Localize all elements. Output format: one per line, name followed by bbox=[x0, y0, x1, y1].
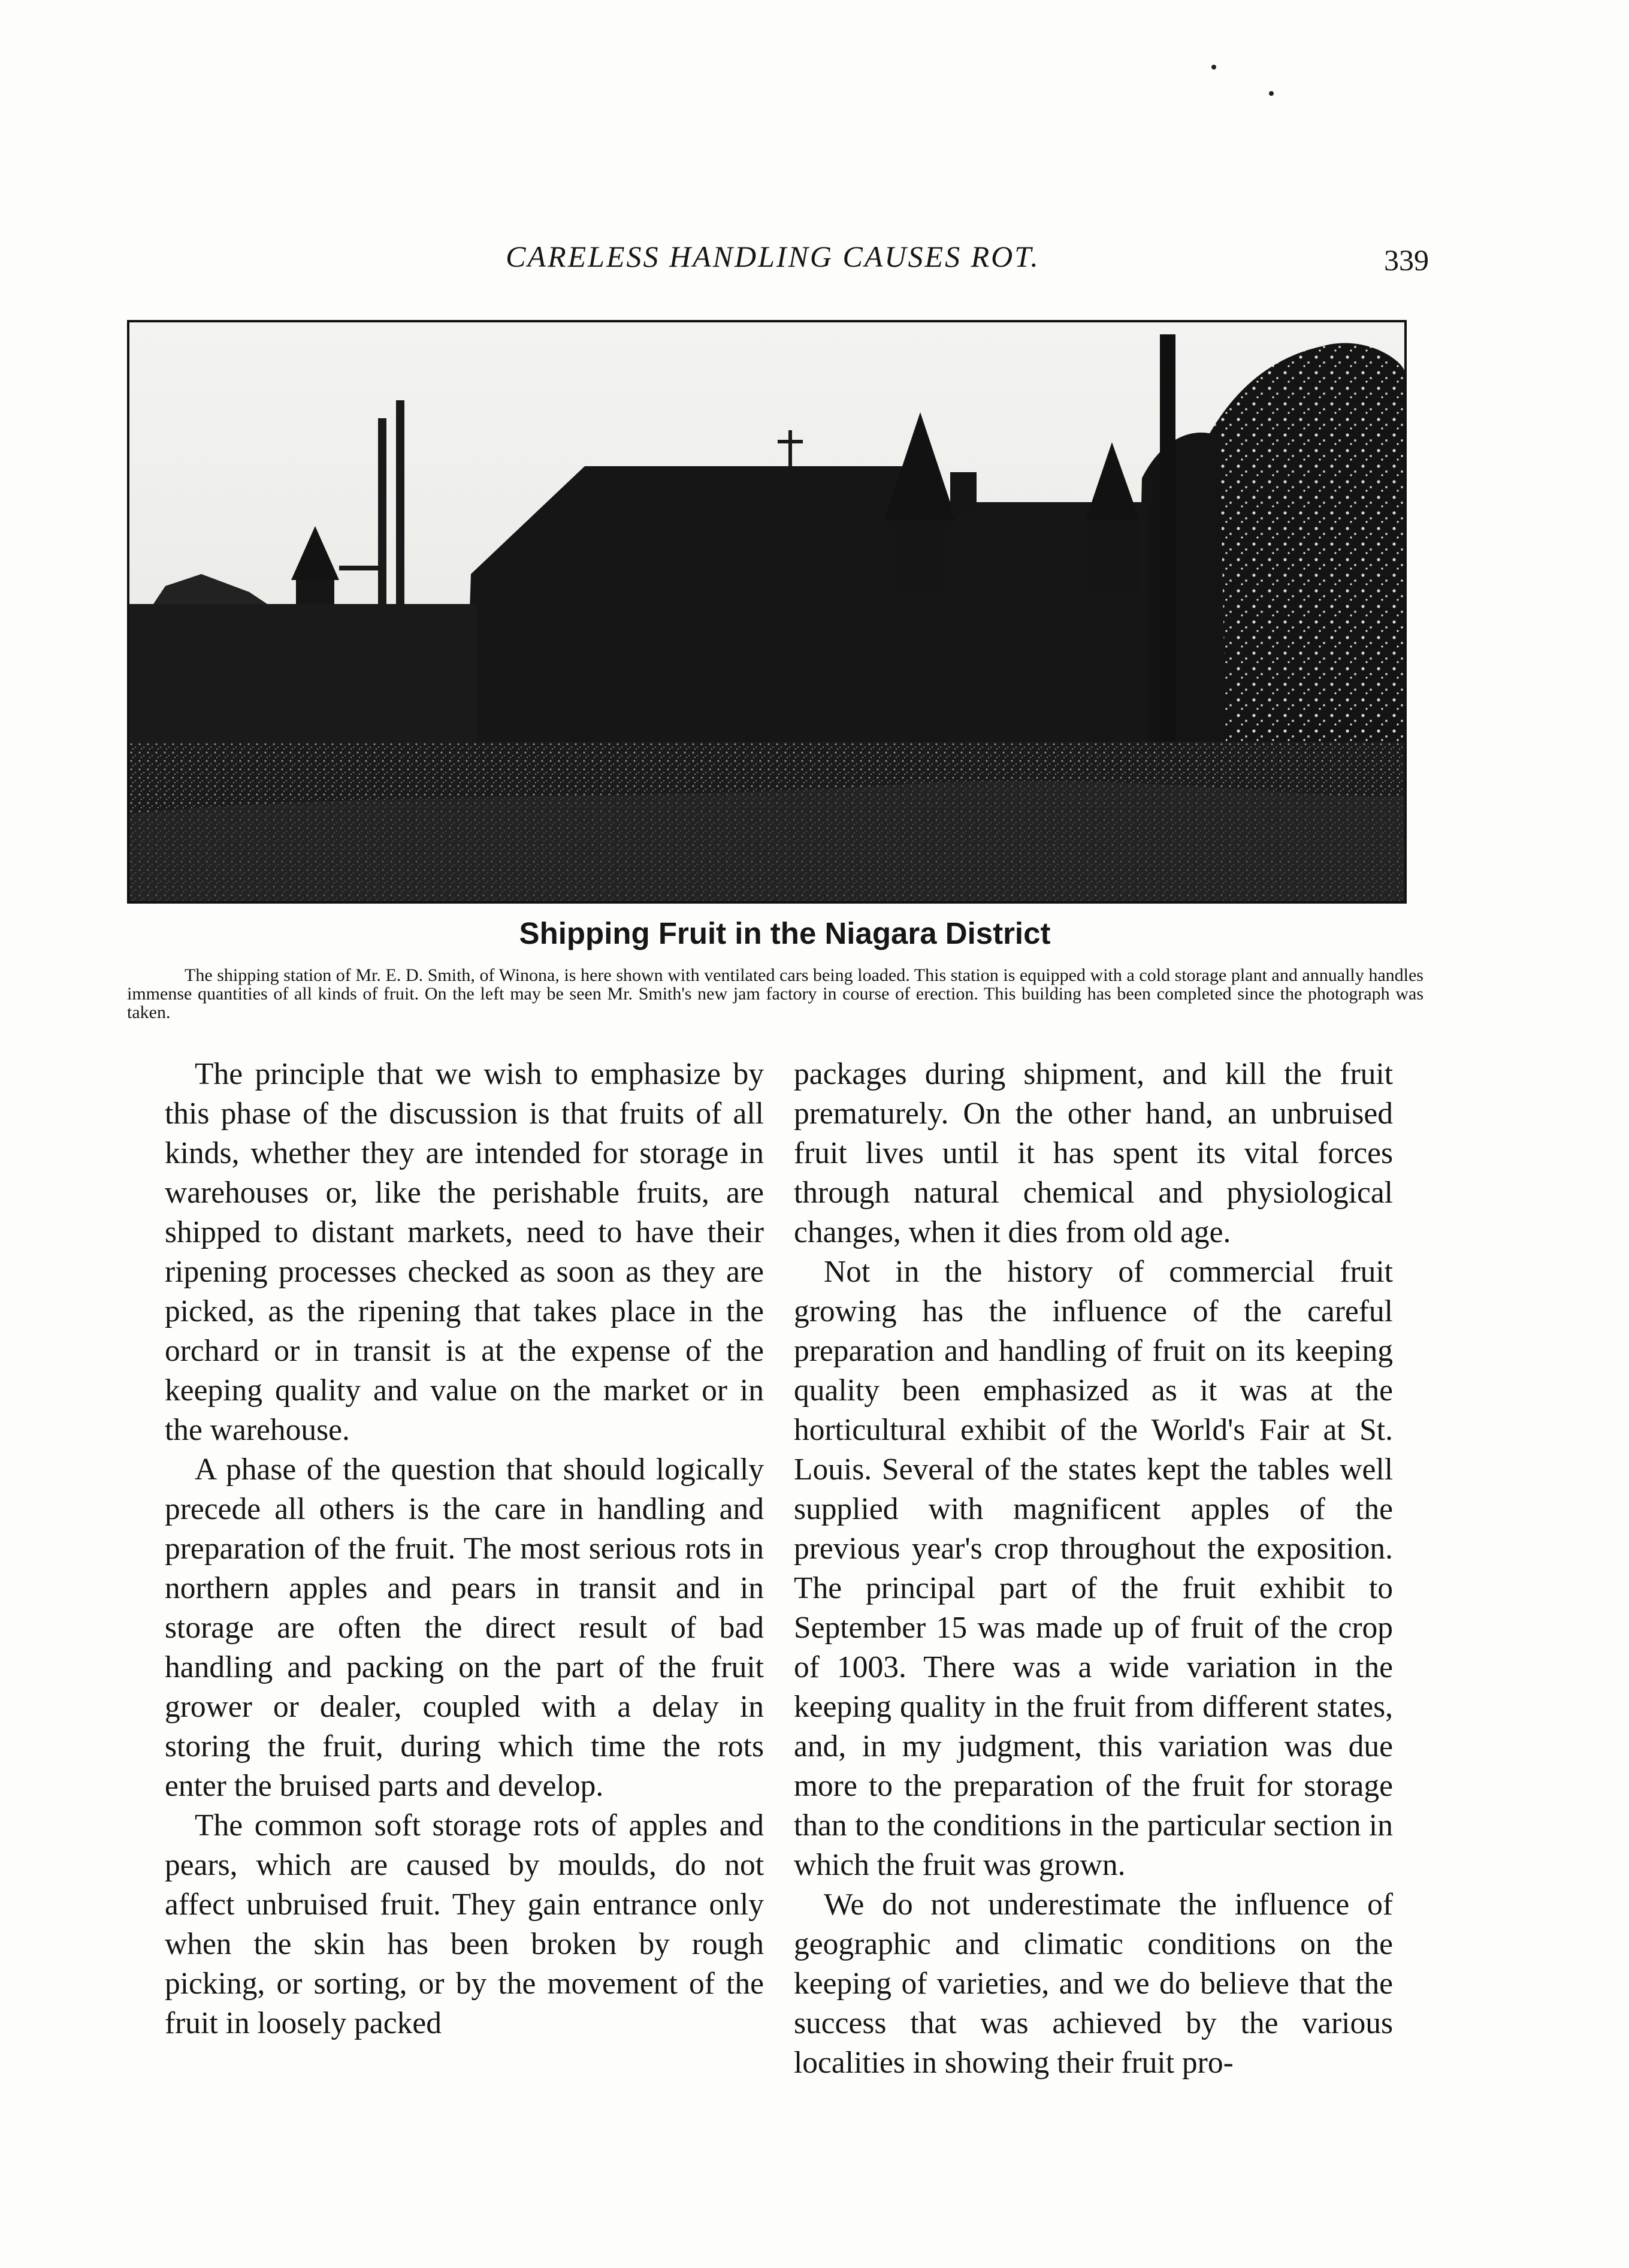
running-title: CARELESS HANDLING CAUSES ROT. bbox=[506, 240, 1040, 273]
paragraph: The principle that we wish to emphasize by this phase of the discussion is that fruits of all kinds, whether they are intended for storage in warehouses or, like the perishable fruits, are shipped to distant markets, need to have their ripening processes checked as soon as they are picked, as the ripening that takes place in the orchard or in transit is at the expense of the keeping quality and value on the market or in the warehouse. bbox=[165, 1057, 764, 1447]
paragraph: Not in the history of commercial fruit growing has the influence of the careful preparation and handling of fruit on its keeping quality been emphasized as it was at the horticultural exhibit of the World's Fair at St. Louis. Several of the states kept the tables well supplied with magnificent apples of the previous year's crop throughout the exposition. The principal part of the fruit exhibit to September 15 was made up of fruit of the crop of 1003. There was a wide variation in the keeping quality in the fruit from different states, and, in my judgment, this variation was due more to the preparation of the fruit for storage than to the conditions in the particular section in which the fruit was grown. bbox=[794, 1255, 1393, 1882]
print-speck bbox=[1211, 65, 1216, 70]
figure-title: Shipping Fruit in the Niagara District bbox=[519, 916, 1051, 950]
page-number: 339 bbox=[1384, 243, 1429, 277]
paragraph: The common soft storage rots of apples and pears, which are caused by moulds, do not affect unbruised fruit. They gain entrance only when the skin has been broken by rough picking, or sorting, or by the movement of the fruit in loosely packed bbox=[165, 1808, 764, 2040]
paragraph: We do not underestimate the influence of geographic and climatic conditions on the keeping of varieties, and we do believe that the success that was achieved by the various localities in showing their fruit pro- bbox=[794, 1888, 1393, 2080]
photo-illustration bbox=[129, 322, 1404, 901]
print-speck bbox=[1269, 91, 1274, 96]
left-column bbox=[165, 1055, 764, 2043]
figure-caption: The shipping station of Mr. E. D. Smith, of Winona, is here shown with ventilated cars being loaded. This station is equipped with a cold storage plant and annually handles immense quantities of all kinds of fruit. On the left may be seen Mr. Smith's new jam factory in course of erection. This building has been completed since the photograph was taken. bbox=[127, 965, 1424, 1022]
paragraph: packages during shipment, and kill the fruit prematurely. On the other hand, an unbruised fruit lives until it has spent its vital forces through natural chemical and physiological changes, when it dies from old age. bbox=[794, 1057, 1393, 1249]
paragraph: A phase of the question that should logically precede all others is the care in handling and preparation of the fruit. The most serious rots in northern apples and pears in transit and in storage are often the direct result of bad handling and packing on the part of the fruit grower or dealer, coupled with a delay in storing the fruit, during which time the rots enter the bruised parts and develop. bbox=[165, 1452, 764, 1803]
shipping-station-photo bbox=[127, 320, 1407, 904]
right-column bbox=[794, 1055, 1393, 2083]
